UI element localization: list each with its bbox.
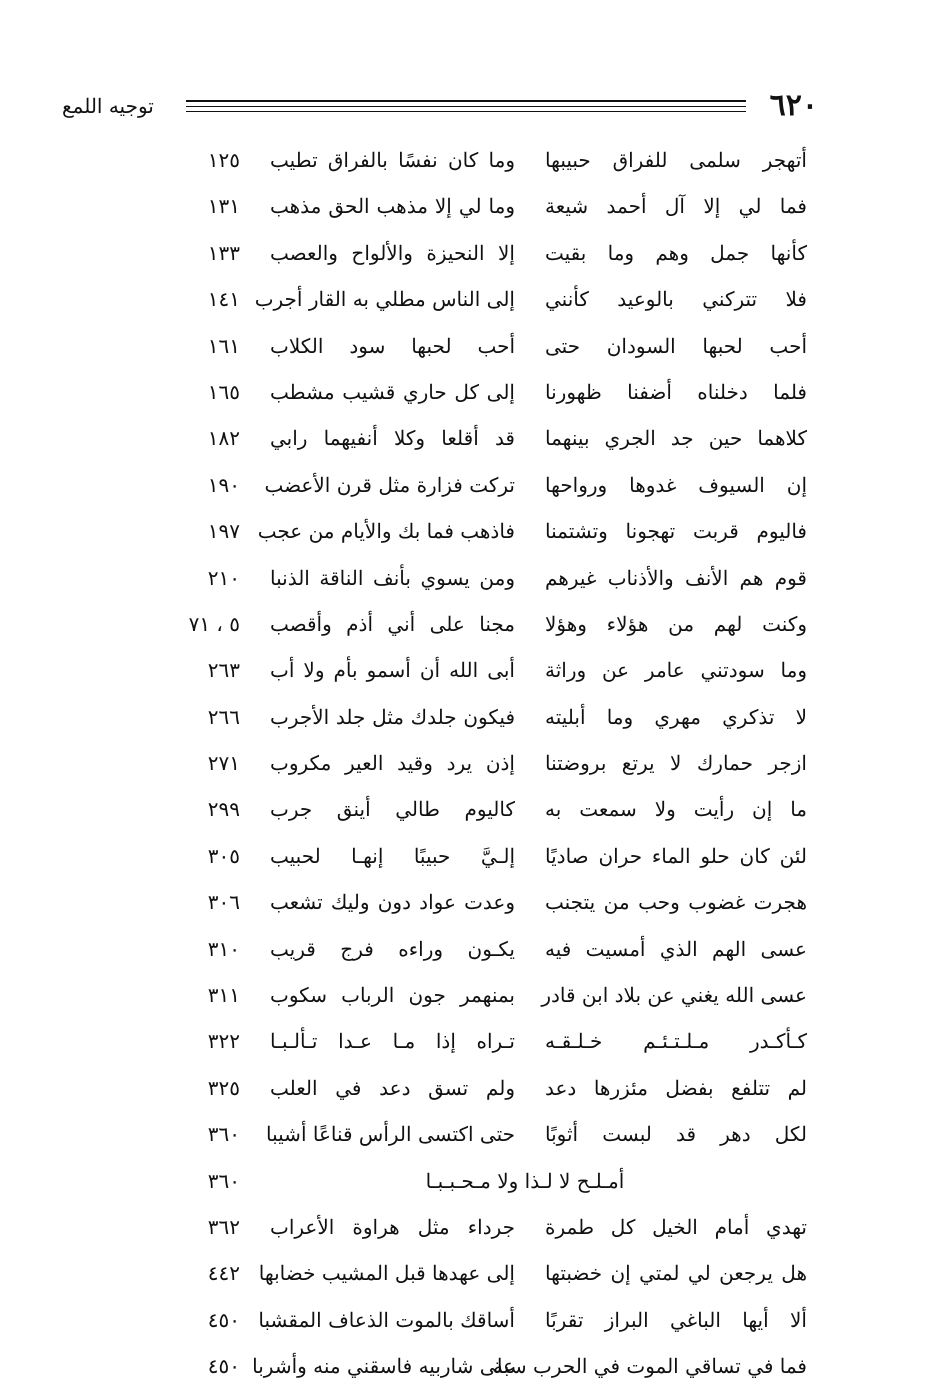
verse-first-hemistich: كلاهما حين جد الجري بينهما [545,426,807,451]
page-reference: ٤٥٠ [207,1354,240,1379]
verse-second-hemistich: كاليوم طالي أينق جرب [270,797,515,822]
page-reference: ١٣٣ [207,240,240,265]
verse-row [0,369,935,415]
header-rule [186,100,746,102]
page-reference: ٣٠٦ [207,890,240,915]
verse-row [0,1297,935,1343]
verse-second-hemistich: إلى الناس مطلي به القار أجرب [254,287,515,312]
verse-first-hemistich: ما إن رأيت ولا سمعت به [545,797,807,822]
page-reference: ٢٧١ [207,751,240,776]
book-title: توجيه اللمع [62,94,154,118]
verse-row [0,508,935,554]
verse-row [0,230,935,276]
verse-second-hemistich: قد أقلعا وكلا أنفيهما رابي [270,426,515,451]
verse-first-hemistich: عسى الله يغني عن بلاد ابن قادر [541,983,807,1008]
page-reference: ٣١٠ [207,936,240,961]
verse-row [0,972,935,1018]
verse-index-list [0,137,935,1390]
verse-second-hemistich: حتى اكتسى الرأس قناعًا أشيبا [266,1122,515,1147]
page-reference: ١٦١ [207,333,240,358]
verse-center-line: أمـلـح لا لـذا ولا مـحـبـبـا [425,1168,625,1193]
verse-second-hemistich: ولم تسق دعد في العلب [270,1075,515,1100]
verse-second-hemistich: فيكون جلدك مثل جلد الأجرب [270,704,515,729]
verse-first-hemistich: أتهجر سلمى للفراق حبيبها [545,148,807,172]
verse-second-hemistich: وما لي إلا مذهب الحق مذهب [270,194,515,219]
verse-row [0,833,935,879]
page-reference: ١٨٢ [207,426,240,451]
verse-first-hemistich: فلما دخلناه أضفنا ظهورنا [545,379,807,404]
verse-second-hemistich: إذن يرد وقيد العير مكروب [270,751,515,776]
page-reference: ٣٠٥ [207,843,240,868]
page-reference: ٢٦٦ [207,704,240,729]
verse-second-hemistich: وعدت عواد دون وليك تشعب [270,890,515,915]
page-reference: ٣٢٢ [207,1029,240,1054]
verse-row [0,462,935,508]
page-reference: ١٩٧ [207,519,240,544]
verse-first-hemistich: لئن كان حلو الماء حران صاديًا [545,843,807,868]
verse-second-hemistich: بمنهمر جون الرباب سكوب [270,983,515,1008]
verse-row [0,786,935,832]
verse-first-hemistich: قوم هم الأنف والأذناب غيرهم [545,565,807,590]
verse-row [0,601,935,647]
verse-row [0,1158,935,1204]
verse-row [0,276,935,322]
verse-row [0,740,935,786]
page-reference: ١٢٥ [207,148,240,172]
page-reference: ١٩٠ [207,472,240,497]
page-reference: ١٣١ [207,194,240,219]
verse-row [0,1250,935,1296]
verse-row [0,647,935,693]
verse-second-hemistich: فاذهب فما بك والأيام من عجب [257,519,515,544]
page-reference: ٣٦٠ [207,1168,240,1193]
page-reference: ١٦٥ [207,379,240,404]
page-number: ٦٢٠ [769,88,818,123]
page-reference: ٢١٠ [207,565,240,590]
verse-row [0,879,935,925]
verse-second-hemistich: أساقك بالموت الذعاف المقشبا [258,1307,515,1332]
verse-first-hemistich: وكنت لهم من هؤلاء وهؤلا [545,611,807,636]
verse-first-hemistich: ألا أيها الباغي البراز تقربًا [545,1307,807,1332]
verse-first-hemistich: تهدي أمام الخيل كل طمرة [545,1214,807,1239]
verse-second-hemistich: إلـيَّ حبيبًا إنهـا لحبيب [270,843,515,868]
verse-first-hemistich: كأنها جمل وهم وما بقيت [545,240,807,265]
page-reference: ٤٥٠ [207,1307,240,1332]
verse-first-hemistich: فما لي إلا آل أحمد شيعة [545,194,807,219]
verse-row [0,323,935,369]
verse-second-hemistich: تـراه إذا مـا عـدا تـألـبـا [270,1029,515,1054]
verse-first-hemistich: لا تذكري مهري وما أبليته [545,704,807,729]
verse-first-hemistich: فاليوم قربت تهجونا وتشتمنا [545,519,807,544]
header-rule [186,111,746,112]
page-reference: ٢٩٩ [207,797,240,822]
verse-second-hemistich: تركت فزارة مثل قرن الأعضب [264,472,515,497]
verse-first-hemistich: فلا تتركني بالوعيد كأنني [545,287,807,312]
header-rule [186,106,746,107]
page-reference: ٣١١ [207,983,240,1008]
verse-row [0,1018,935,1064]
verse-first-hemistich: هل يرجعن لي لمتي إن خضبتها [545,1261,807,1286]
verse-second-hemistich: أبى الله أن أسمو بأم ولا أب [270,658,515,683]
verse-second-hemistich: على شاربيه فاسقني منه وأشربا [252,1354,515,1379]
verse-first-hemistich: ازجر حمارك لا يرتع بروضتنا [545,751,807,776]
verse-second-hemistich: مجنا على أني أذم وأقصب [270,611,515,636]
verse-first-hemistich: كـأكـدر مـلـتـئـم خـلـقـه [545,1029,807,1054]
verse-second-hemistich: إلى عهدها قبل المشيب خضابها [258,1261,515,1286]
verse-first-hemistich: هجرت غضوب وحب من يتجنب [545,890,807,915]
page-reference: ١٤١ [207,287,240,312]
verse-first-hemistich: لكل دهر قد لبست أثوبًا [545,1122,807,1147]
page-reference: ٤٤٢ [207,1261,240,1286]
verse-first-hemistich: وما سودتني عامر عن وراثة [545,658,807,683]
verse-row [0,926,935,972]
page-reference: ٣٦٠ [207,1122,240,1147]
verse-row [0,415,935,461]
verse-second-hemistich: جرداء مثل هراوة الأعراب [270,1214,515,1239]
page-reference: ٣٦٢ [207,1214,240,1239]
verse-second-hemistich: إلا النحيزة والألواح والعصب [270,240,515,265]
verse-first-hemistich: لم تتلفع بفضل مئزرها دعد [545,1075,807,1100]
verse-first-hemistich: فما في تساقي الموت في الحرب سبة [493,1354,807,1379]
verse-first-hemistich: إن السيوف غدوها ورواحها [545,472,807,497]
verse-first-hemistich: أحب لحبها السودان حتى [545,333,807,358]
verse-second-hemistich: إلى كل حاري قشيب مشطب [270,379,515,404]
page-reference: ٢٦٣ [207,658,240,683]
verse-row [0,1111,935,1157]
verse-second-hemistich: أحب لحبها سود الكلاب [270,333,515,358]
page-header [62,86,818,126]
verse-row [0,1204,935,1250]
page-reference: ٥ ، ٧١ [188,611,240,636]
verse-first-hemistich: عسى الهم الذي أمسيت فيه [545,936,807,961]
verse-second-hemistich: وما كان نفسًا بالفراق تطيب [270,148,515,172]
verse-row [0,555,935,601]
verse-row [0,694,935,740]
verse-second-hemistich: ومن يسوي بأنف الناقة الذنبا [270,565,515,590]
verse-row [0,1065,935,1111]
verse-row [0,183,935,229]
verse-row [0,137,935,183]
page-reference: ٣٢٥ [207,1075,240,1100]
verse-second-hemistich: يكـون وراءه فرج قريب [270,936,515,961]
